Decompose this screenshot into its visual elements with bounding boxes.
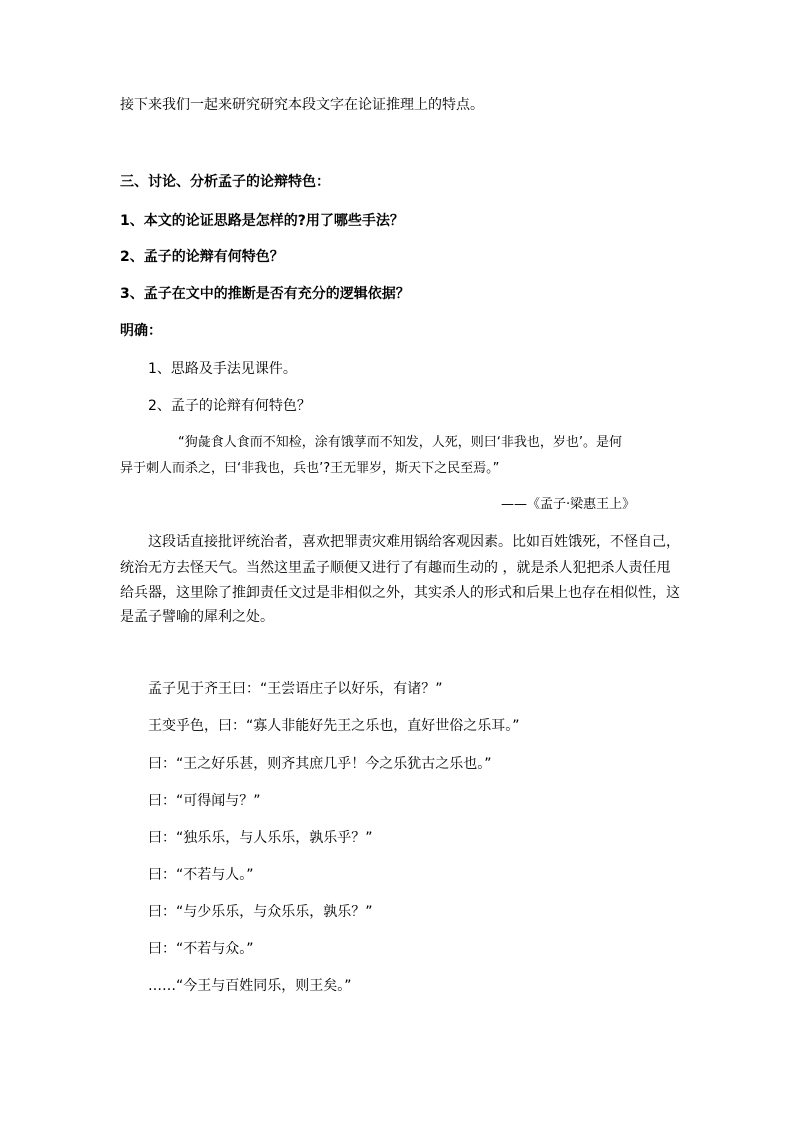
analysis-line-2: 统治无方去怪天气。当然这里孟子顺便又进行了有趣而生动的 ，就是杀人犯把杀人责任甩 xyxy=(120,560,671,576)
answer-2: 2、孟子的论辩有何特色？ xyxy=(148,398,311,414)
answer-1: 1、思路及手法见课件。 xyxy=(148,361,297,377)
dialogue-line-9: ……“今王与百姓同乐，则王矣。” xyxy=(148,978,352,994)
dialogue-line-3: 曰：“王之好乐甚，则齐其庶几乎！今之乐犹古之乐也。” xyxy=(148,756,492,772)
dialogue-line-1: 孟子见于齐王曰：“王尝语庄子以好乐，有诸？” xyxy=(148,681,443,697)
dialogue-line-7: 曰：“与少乐乐，与众乐乐，孰乐？” xyxy=(148,904,373,920)
intro-paragraph: 接下来我们一起来研究研究本段文字在论证推理上的特点。 xyxy=(120,97,484,113)
answer-label: 明确： xyxy=(120,323,162,339)
dialogue-line-8: 曰：“不若与众。” xyxy=(148,941,254,957)
analysis-line-1: 这段话直接批评统治者，喜欢把罪责灾难用锅给客观因素。比如百姓饿死，不怪自己， xyxy=(148,534,680,550)
analysis-line-3: 给兵器，这里除了推卸责任文过是非相似之外，其实杀人的形式和后果上也存在相似性，这 xyxy=(120,585,680,601)
quote-line-2: 异于刺人而杀之，曰‘非我也，兵也’?王无罪岁，斯天下之民至焉。” xyxy=(120,461,500,476)
dialogue-line-5: 曰：“独乐乐，与人乐乐，孰乐乎？” xyxy=(148,830,373,846)
dialogue-line-6: 曰：“不若与人。” xyxy=(148,867,254,883)
question-2: 2、孟子的论辩有何特色？ xyxy=(120,249,284,265)
analysis-line-4: 是孟子譬喻的犀利之处。 xyxy=(120,609,274,625)
question-1: 1、本文的论证思路是怎样的?用了哪些手法？ xyxy=(120,213,404,229)
section-heading: 三、讨论、分析孟子的论辩特色： xyxy=(120,174,330,190)
quote-line-1: “狗彘食人食而不知检，涂有饿莩而不知发，人死，则曰‘非我也，岁也’。是何 xyxy=(178,435,622,450)
dialogue-line-2: 王变乎色，曰：“寡人非能好先王之乐也，直好世俗之乐耳。” xyxy=(148,718,520,734)
dialogue-line-4: 曰：“可得闻与？” xyxy=(148,793,261,809)
question-3: 3、孟子在文中的推断是否有充分的逻辑依据？ xyxy=(120,286,410,302)
quote-source: ——《孟子·梁惠王上》 xyxy=(501,497,636,512)
